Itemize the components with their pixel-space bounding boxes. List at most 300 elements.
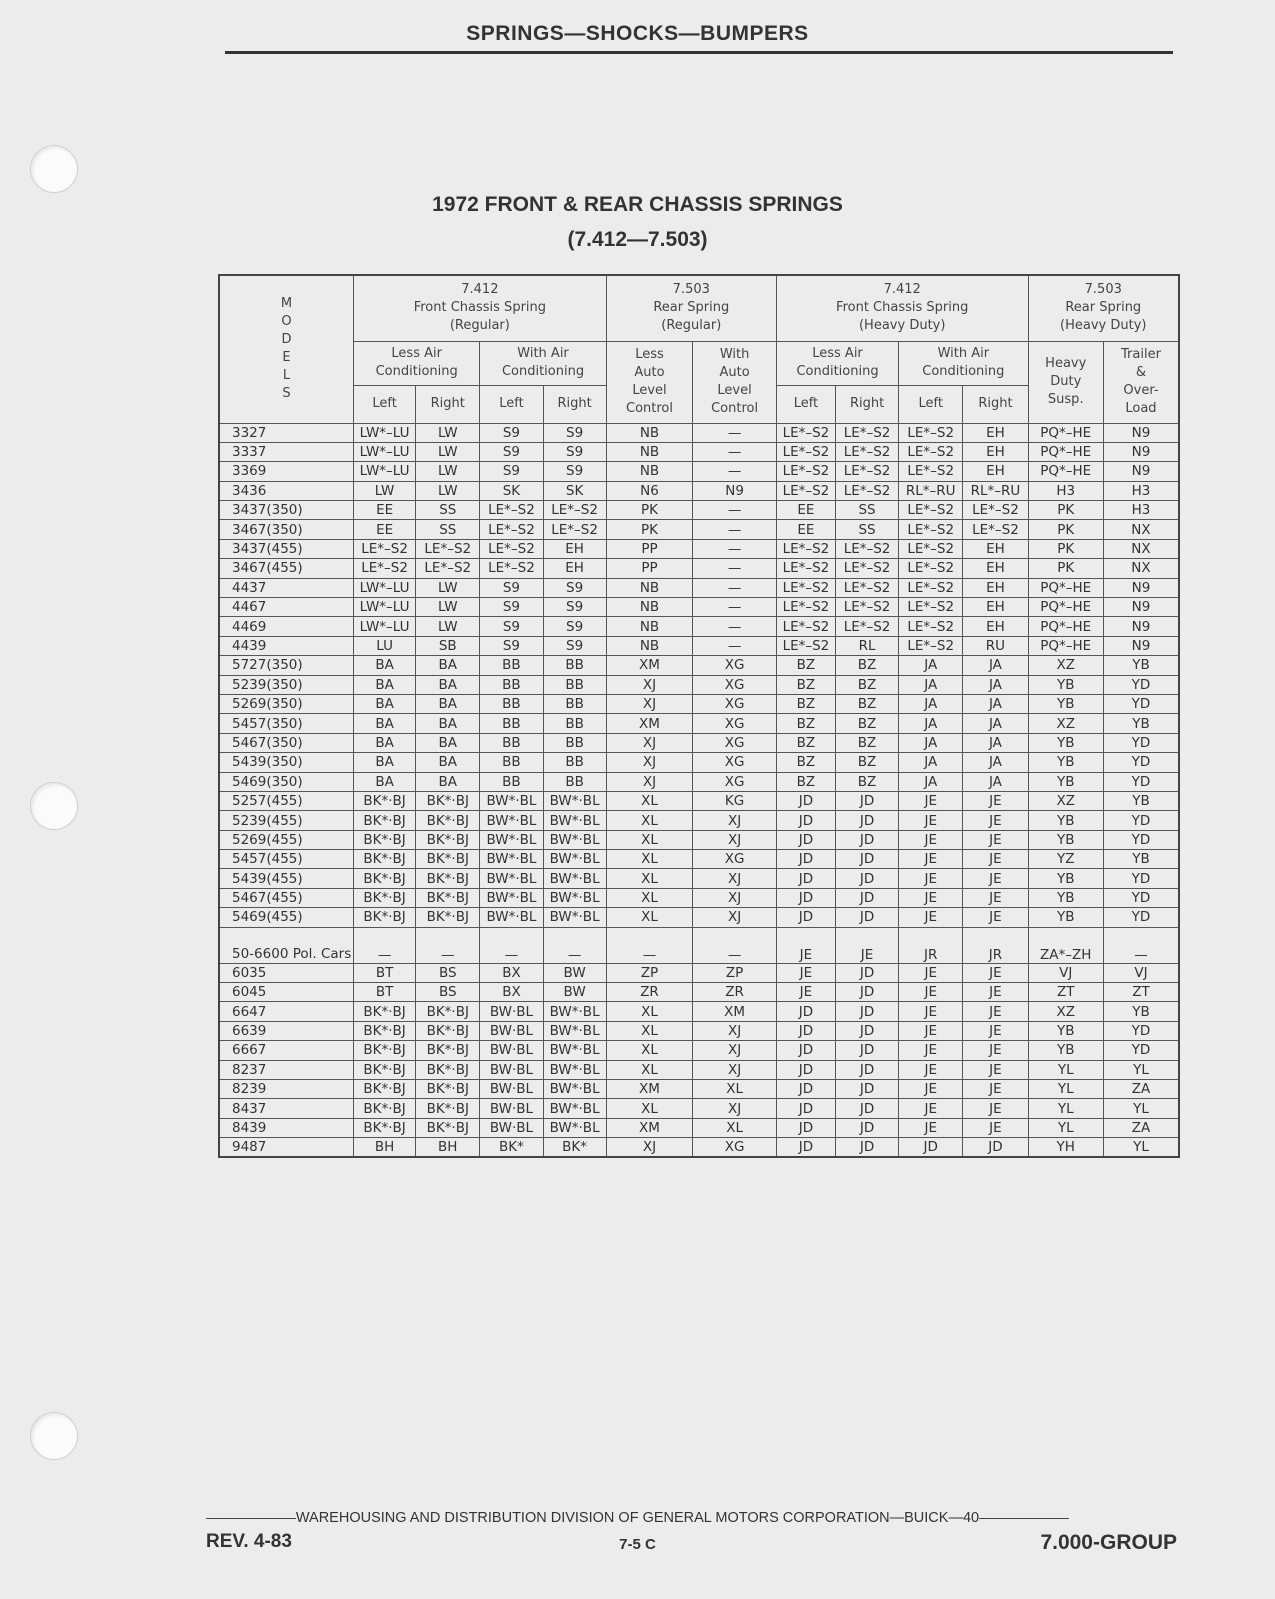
model-cell: 5439(455) — [219, 869, 354, 888]
spring-code-cell: LE*–S2 — [899, 520, 963, 539]
spring-code-cell: XG — [693, 753, 777, 772]
footer-division-text: WAREHOUSING AND DISTRIBUTION DIVISION OF GENERAL MOTORS CORPORATION—BUICK—40 — [295, 1510, 980, 1526]
spring-code-cell: BK*·BJ — [416, 850, 480, 869]
spring-code-cell: BK*·BJ — [354, 1002, 416, 1021]
spring-code-cell: EE — [354, 501, 416, 520]
spring-code-cell: PK — [1028, 520, 1103, 539]
spring-code-cell: LE*–S2 — [835, 617, 898, 636]
table-row — [219, 442, 1179, 461]
table-row — [219, 675, 1179, 694]
spring-code-cell: PQ*–HE — [1028, 636, 1103, 655]
spring-code-cell: LE*–S2 — [776, 559, 835, 578]
spring-code-cell: LE*–S2 — [776, 578, 835, 597]
spring-code-cell: XM — [606, 1080, 693, 1099]
spring-code-cell: JE — [899, 850, 963, 869]
spring-code-cell: XL — [606, 1041, 693, 1060]
spring-code-cell: LE*–S2 — [835, 578, 898, 597]
spring-code-cell: LE*–S2 — [776, 617, 835, 636]
spring-code-cell: JD — [835, 830, 898, 849]
spring-code-cell: YB — [1028, 830, 1103, 849]
spring-code-cell: — — [693, 462, 777, 481]
spring-code-cell: BW*·BL — [543, 830, 606, 849]
spring-code-cell: BW·BL — [480, 1002, 543, 1021]
col-header-left: Left — [899, 385, 963, 423]
spring-code-cell: YB — [1028, 772, 1103, 791]
spring-code-cell: BW*·BL — [543, 791, 606, 810]
spring-code-cell: NX — [1103, 520, 1179, 539]
spring-code-cell: JE — [963, 888, 1028, 907]
chassis-springs-table — [218, 274, 1180, 1158]
col-header-left: Left — [480, 385, 543, 423]
spring-code-cell: JE — [963, 791, 1028, 810]
spring-code-cell: — — [693, 423, 777, 442]
spring-code-cell: BB — [543, 772, 606, 791]
spring-code-cell: — — [480, 927, 543, 963]
spring-code-cell: EH — [963, 578, 1028, 597]
spring-code-cell: BZ — [776, 656, 835, 675]
spring-code-cell: EH — [963, 559, 1028, 578]
spring-code-cell: BB — [543, 733, 606, 752]
spring-code-cell: XL — [606, 1002, 693, 1021]
spring-code-cell: PK — [1028, 501, 1103, 520]
spring-code-cell: BX — [480, 963, 543, 982]
spring-code-cell: BB — [543, 753, 606, 772]
col-header-right: Right — [416, 385, 480, 423]
spring-code-cell: XJ — [606, 694, 693, 713]
spring-code-cell: YL — [1103, 1099, 1179, 1118]
spring-code-cell: BK*·BJ — [416, 1041, 480, 1060]
spring-code-cell: ZP — [606, 963, 693, 982]
spring-code-cell: EH — [963, 598, 1028, 617]
spring-code-cell: ZP — [693, 963, 777, 982]
spring-code-cell: BW*·BL — [480, 811, 543, 830]
spring-code-cell: BZ — [835, 714, 898, 733]
spring-code-cell: BK*·BJ — [354, 888, 416, 907]
subgroup-front-hd-less-air: Less Air Conditioning — [776, 341, 898, 385]
spring-code-cell: BW*·BL — [543, 811, 606, 830]
spring-code-cell: BB — [480, 675, 543, 694]
spring-code-cell: XJ — [693, 908, 777, 927]
spring-code-cell: YL — [1028, 1118, 1103, 1137]
spring-code-cell: N9 — [1103, 578, 1179, 597]
spring-code-cell: YD — [1103, 869, 1179, 888]
spring-code-cell: PQ*–HE — [1028, 617, 1103, 636]
spring-code-cell: EE — [776, 520, 835, 539]
spring-code-cell: EH — [963, 539, 1028, 558]
spring-code-cell: BZ — [835, 753, 898, 772]
table-row — [219, 1041, 1179, 1060]
table-row — [219, 617, 1179, 636]
spring-code-cell: BK*·BJ — [354, 869, 416, 888]
model-cell: 5469(455) — [219, 908, 354, 927]
spring-code-cell: — — [693, 636, 777, 655]
spring-code-cell: XJ — [693, 1041, 777, 1060]
binder-hole-bottom — [30, 1412, 78, 1460]
spring-code-cell: — — [1103, 927, 1179, 963]
spring-code-cell: BK*·BJ — [416, 1118, 480, 1137]
spring-code-cell: BW*·BL — [543, 869, 606, 888]
spring-code-cell: LE*–S2 — [354, 559, 416, 578]
spring-code-cell: — — [543, 927, 606, 963]
spring-code-cell: JA — [963, 656, 1028, 675]
spring-code-cell: ZA — [1103, 1118, 1179, 1137]
spring-code-cell: BB — [543, 675, 606, 694]
model-cell: 5239(455) — [219, 811, 354, 830]
spring-code-cell: LE*–S2 — [899, 636, 963, 655]
table-row — [219, 481, 1179, 500]
spring-code-cell: LE*–S2 — [776, 442, 835, 461]
model-cell: 8437 — [219, 1099, 354, 1118]
spring-code-cell: XJ — [606, 772, 693, 791]
spring-code-cell: KG — [693, 791, 777, 810]
spring-code-cell: PP — [606, 559, 693, 578]
spring-code-cell: RL*–RU — [963, 481, 1028, 500]
spring-code-cell: PK — [1028, 559, 1103, 578]
spring-code-cell: JE — [835, 927, 898, 963]
spring-code-cell: LE*–S2 — [835, 539, 898, 558]
spring-code-cell: S9 — [543, 462, 606, 481]
spring-code-cell: XJ — [693, 888, 777, 907]
spring-code-cell: PK — [606, 501, 693, 520]
spring-code-cell: JE — [963, 1021, 1028, 1040]
spring-code-cell: NX — [1103, 539, 1179, 558]
spring-code-cell: BK*·BJ — [354, 850, 416, 869]
spring-code-cell: LW — [354, 481, 416, 500]
spring-code-cell: BW*·BL — [480, 830, 543, 849]
table-row — [219, 772, 1179, 791]
table-row — [219, 811, 1179, 830]
spring-code-cell: JE — [899, 791, 963, 810]
model-cell: 4467 — [219, 598, 354, 617]
spring-code-cell: BK*·BJ — [354, 791, 416, 810]
table-row — [219, 850, 1179, 869]
spring-code-cell: BA — [354, 753, 416, 772]
table-row — [219, 423, 1179, 442]
spring-code-cell: JE — [899, 1041, 963, 1060]
spring-code-cell: — — [606, 927, 693, 963]
spring-code-cell: XG — [693, 772, 777, 791]
spring-code-cell: YB — [1028, 675, 1103, 694]
table-row — [219, 927, 1179, 963]
model-cell: 8239 — [219, 1080, 354, 1099]
spring-code-cell: XL — [606, 811, 693, 830]
spring-code-cell: LE*–S2 — [963, 520, 1028, 539]
spring-code-cell: S9 — [480, 598, 543, 617]
spring-code-cell: JE — [899, 1080, 963, 1099]
spring-code-cell: JD — [835, 791, 898, 810]
spring-code-cell: LW*–LU — [354, 578, 416, 597]
spring-code-cell: LW — [416, 481, 480, 500]
spring-code-cell: BA — [416, 753, 480, 772]
spring-code-cell: SK — [480, 481, 543, 500]
spring-code-cell: LE*–S2 — [899, 442, 963, 461]
spring-code-cell: XM — [606, 656, 693, 675]
spring-code-cell: BB — [543, 656, 606, 675]
spring-code-cell: BK*·BJ — [354, 811, 416, 830]
model-cell: 3337 — [219, 442, 354, 461]
spring-code-cell: JD — [776, 1060, 835, 1079]
spring-code-cell: XG — [693, 1138, 777, 1157]
spring-code-cell: BZ — [776, 675, 835, 694]
spring-code-cell: BB — [480, 714, 543, 733]
spring-code-cell: BK* — [480, 1138, 543, 1157]
spring-code-cell: JD — [835, 1099, 898, 1118]
spring-code-cell: JD — [776, 1099, 835, 1118]
spring-code-cell: RL — [835, 636, 898, 655]
spring-code-cell: JD — [835, 811, 898, 830]
table-row — [219, 733, 1179, 752]
spring-code-cell: XJ — [693, 1099, 777, 1118]
spring-code-cell: BK*·BJ — [354, 830, 416, 849]
spring-code-cell: JE — [899, 1118, 963, 1137]
subgroup-front-reg-less-air: Less Air Conditioning — [354, 341, 480, 385]
spring-code-cell: JE — [963, 811, 1028, 830]
spring-code-cell: JD — [776, 1138, 835, 1157]
spring-code-cell: YD — [1103, 733, 1179, 752]
spring-code-cell: XG — [693, 714, 777, 733]
model-cell: 50-6600 Pol. Cars — [219, 927, 354, 963]
spring-code-cell: BA — [354, 733, 416, 752]
spring-code-cell: ZT — [1103, 983, 1179, 1002]
spring-code-cell: JD — [835, 908, 898, 927]
spring-code-cell: XG — [693, 656, 777, 675]
model-cell: 6045 — [219, 983, 354, 1002]
spring-code-cell: LW*–LU — [354, 598, 416, 617]
spring-code-cell: JD — [776, 908, 835, 927]
spring-code-cell: JA — [963, 772, 1028, 791]
spring-code-cell: BW*·BL — [480, 791, 543, 810]
col-header-right: Right — [835, 385, 898, 423]
model-cell: 3327 — [219, 423, 354, 442]
spring-code-cell: JE — [899, 869, 963, 888]
spring-code-cell: NB — [606, 598, 693, 617]
spring-code-cell: S9 — [480, 636, 543, 655]
spring-code-cell: BZ — [835, 656, 898, 675]
spring-code-cell: LE*–S2 — [354, 539, 416, 558]
spring-code-cell: YB — [1103, 714, 1179, 733]
spring-code-cell: LE*–S2 — [899, 501, 963, 520]
spring-code-cell: VJ — [1028, 963, 1103, 982]
spring-code-cell: NB — [606, 617, 693, 636]
spring-code-cell: YD — [1103, 694, 1179, 713]
spring-code-cell: LE*–S2 — [776, 598, 835, 617]
spring-code-cell: JD — [835, 1021, 898, 1040]
model-cell: 5467(455) — [219, 888, 354, 907]
spring-code-cell: N9 — [1103, 598, 1179, 617]
spring-code-cell: PQ*–HE — [1028, 442, 1103, 461]
spring-code-cell: XJ — [693, 830, 777, 849]
spring-code-cell: BK*·BJ — [354, 1041, 416, 1060]
spring-code-cell: JE — [963, 869, 1028, 888]
table-row — [219, 520, 1179, 539]
spring-code-cell: JE — [899, 983, 963, 1002]
spring-code-cell: XZ — [1028, 1002, 1103, 1021]
spring-code-cell: LE*–S2 — [835, 559, 898, 578]
spring-code-cell: S9 — [480, 442, 543, 461]
spring-code-cell: BW — [543, 963, 606, 982]
model-cell: 4439 — [219, 636, 354, 655]
spring-code-cell: XL — [606, 1021, 693, 1040]
model-cell: 3437(455) — [219, 539, 354, 558]
group-front-heavy-duty-header: 7.412 Front Chassis Spring (Heavy Duty) — [776, 275, 1028, 341]
spring-code-cell: JE — [899, 811, 963, 830]
spring-code-cell: JD — [776, 830, 835, 849]
spring-code-cell: BW*·BL — [543, 1021, 606, 1040]
spring-code-cell: JA — [899, 675, 963, 694]
table-row — [219, 1138, 1179, 1157]
col-header-right: Right — [543, 385, 606, 423]
spring-code-cell: LW*–LU — [354, 462, 416, 481]
spring-code-cell: BK*·BJ — [354, 1060, 416, 1079]
spring-code-cell: YH — [1028, 1138, 1103, 1157]
spring-code-cell: YL — [1028, 1080, 1103, 1099]
spring-code-cell: XG — [693, 675, 777, 694]
spring-code-cell: XL — [606, 1060, 693, 1079]
spring-code-cell: JE — [899, 1060, 963, 1079]
spring-code-cell: LE*–S2 — [835, 442, 898, 461]
spring-code-cell: LW — [416, 617, 480, 636]
spring-code-cell: JD — [776, 1118, 835, 1137]
spring-code-cell: XJ — [693, 1021, 777, 1040]
spring-code-cell: BK*·BJ — [416, 888, 480, 907]
spring-code-cell: BA — [354, 772, 416, 791]
spring-code-cell: BK*·BJ — [416, 869, 480, 888]
binder-hole-top — [30, 145, 78, 193]
spring-code-cell: BA — [354, 714, 416, 733]
model-cell: 5457(455) — [219, 850, 354, 869]
spring-code-cell: JD — [835, 888, 898, 907]
spring-code-cell: BA — [416, 733, 480, 752]
spring-code-cell: BZ — [835, 675, 898, 694]
spring-code-cell: JE — [963, 1080, 1028, 1099]
spring-code-cell: — — [693, 559, 777, 578]
spring-code-cell: BK*·BJ — [416, 1080, 480, 1099]
spring-code-cell: BZ — [776, 714, 835, 733]
spring-code-cell: BH — [354, 1138, 416, 1157]
spring-code-cell: YB — [1028, 1021, 1103, 1040]
spring-code-cell: NX — [1103, 559, 1179, 578]
spring-code-cell: LW*–LU — [354, 442, 416, 461]
spring-code-cell: XL — [606, 908, 693, 927]
model-cell: 5269(350) — [219, 694, 354, 713]
spring-code-cell: JD — [835, 983, 898, 1002]
spring-code-cell: BW*·BL — [543, 1060, 606, 1079]
spring-code-cell: LE*–S2 — [963, 501, 1028, 520]
spring-code-cell: XL — [693, 1080, 777, 1099]
spring-code-cell: XZ — [1028, 714, 1103, 733]
models-header: M O D E L S — [219, 275, 354, 423]
table-row — [219, 753, 1179, 772]
spring-code-cell: H3 — [1028, 481, 1103, 500]
spring-code-cell: YB — [1028, 811, 1103, 830]
spring-code-cell: ZA*–ZH — [1028, 927, 1103, 963]
spring-code-cell: BW*·BL — [543, 850, 606, 869]
spring-code-cell: JD — [835, 1118, 898, 1137]
spring-code-cell: XJ — [606, 675, 693, 694]
spring-code-cell: BK*·BJ — [416, 791, 480, 810]
spring-code-cell: JR — [899, 927, 963, 963]
spring-code-cell: XL — [606, 888, 693, 907]
spring-code-cell: XG — [693, 733, 777, 752]
spring-code-cell: BW*·BL — [543, 888, 606, 907]
spring-code-cell: BZ — [776, 733, 835, 752]
spring-code-cell: N9 — [1103, 636, 1179, 655]
spring-code-cell: JR — [963, 927, 1028, 963]
spring-code-cell: XM — [606, 714, 693, 733]
spring-code-cell: BA — [416, 656, 480, 675]
model-cell: 3437(350) — [219, 501, 354, 520]
spring-code-cell: XL — [606, 1099, 693, 1118]
spring-code-cell: LE*–S2 — [416, 559, 480, 578]
model-cell: 6647 — [219, 1002, 354, 1021]
spring-code-cell: YB — [1028, 908, 1103, 927]
spring-code-cell: BW*·BL — [480, 888, 543, 907]
spring-code-cell: EE — [776, 501, 835, 520]
table-row — [219, 636, 1179, 655]
spring-code-cell: JD — [835, 1060, 898, 1079]
spring-code-cell: BH — [416, 1138, 480, 1157]
spring-code-cell: XL — [606, 791, 693, 810]
spring-code-cell: YD — [1103, 772, 1179, 791]
spring-code-cell: XJ — [606, 753, 693, 772]
spring-code-cell: JD — [899, 1138, 963, 1157]
spring-code-cell: LE*–S2 — [416, 539, 480, 558]
spring-code-cell: — — [693, 520, 777, 539]
spring-code-cell: EH — [543, 539, 606, 558]
spring-code-cell: BW·BL — [480, 1118, 543, 1137]
spring-code-cell: XL — [606, 869, 693, 888]
model-cell: 6035 — [219, 963, 354, 982]
spring-code-cell: VJ — [1103, 963, 1179, 982]
spring-code-cell: LW — [416, 442, 480, 461]
spring-code-cell: LW*–LU — [354, 617, 416, 636]
spring-code-cell: BW*·BL — [543, 1041, 606, 1060]
spring-code-cell: LE*–S2 — [835, 481, 898, 500]
table-row — [219, 1060, 1179, 1079]
spring-code-cell: BA — [354, 694, 416, 713]
table-row — [219, 869, 1179, 888]
model-cell: 6667 — [219, 1041, 354, 1060]
spring-code-cell: JE — [963, 850, 1028, 869]
spring-code-cell: BB — [480, 733, 543, 752]
model-cell: 8439 — [219, 1118, 354, 1137]
subgroup-front-hd-with-air: With Air Conditioning — [899, 341, 1028, 385]
spring-code-cell: LE*–S2 — [776, 481, 835, 500]
spring-code-cell: JA — [899, 733, 963, 752]
spring-code-cell: — — [693, 442, 777, 461]
spring-code-cell: YD — [1103, 1041, 1179, 1060]
spring-code-cell: BK*·BJ — [354, 1099, 416, 1118]
spring-code-cell: BK* — [543, 1138, 606, 1157]
spring-code-cell: LE*–S2 — [776, 636, 835, 655]
spring-code-cell: XJ — [693, 869, 777, 888]
spring-code-cell: XJ — [693, 1060, 777, 1079]
spring-code-cell: YB — [1028, 1041, 1103, 1060]
spring-code-cell: LE*–S2 — [835, 598, 898, 617]
spring-code-cell: BW·BL — [480, 1080, 543, 1099]
spring-code-cell: JA — [963, 675, 1028, 694]
spring-code-cell: BZ — [835, 733, 898, 752]
spring-code-cell: BZ — [776, 694, 835, 713]
spring-code-cell: LE*–S2 — [543, 520, 606, 539]
spring-code-cell: JA — [963, 714, 1028, 733]
spring-code-cell: BW·BL — [480, 1060, 543, 1079]
spring-code-cell: BK*·BJ — [354, 1118, 416, 1137]
spring-code-cell: N6 — [606, 481, 693, 500]
spring-code-cell: XJ — [606, 733, 693, 752]
group-rear-heavy-duty-header: 7.503 Rear Spring (Heavy Duty) — [1028, 275, 1179, 341]
spring-code-cell: N9 — [1103, 462, 1179, 481]
